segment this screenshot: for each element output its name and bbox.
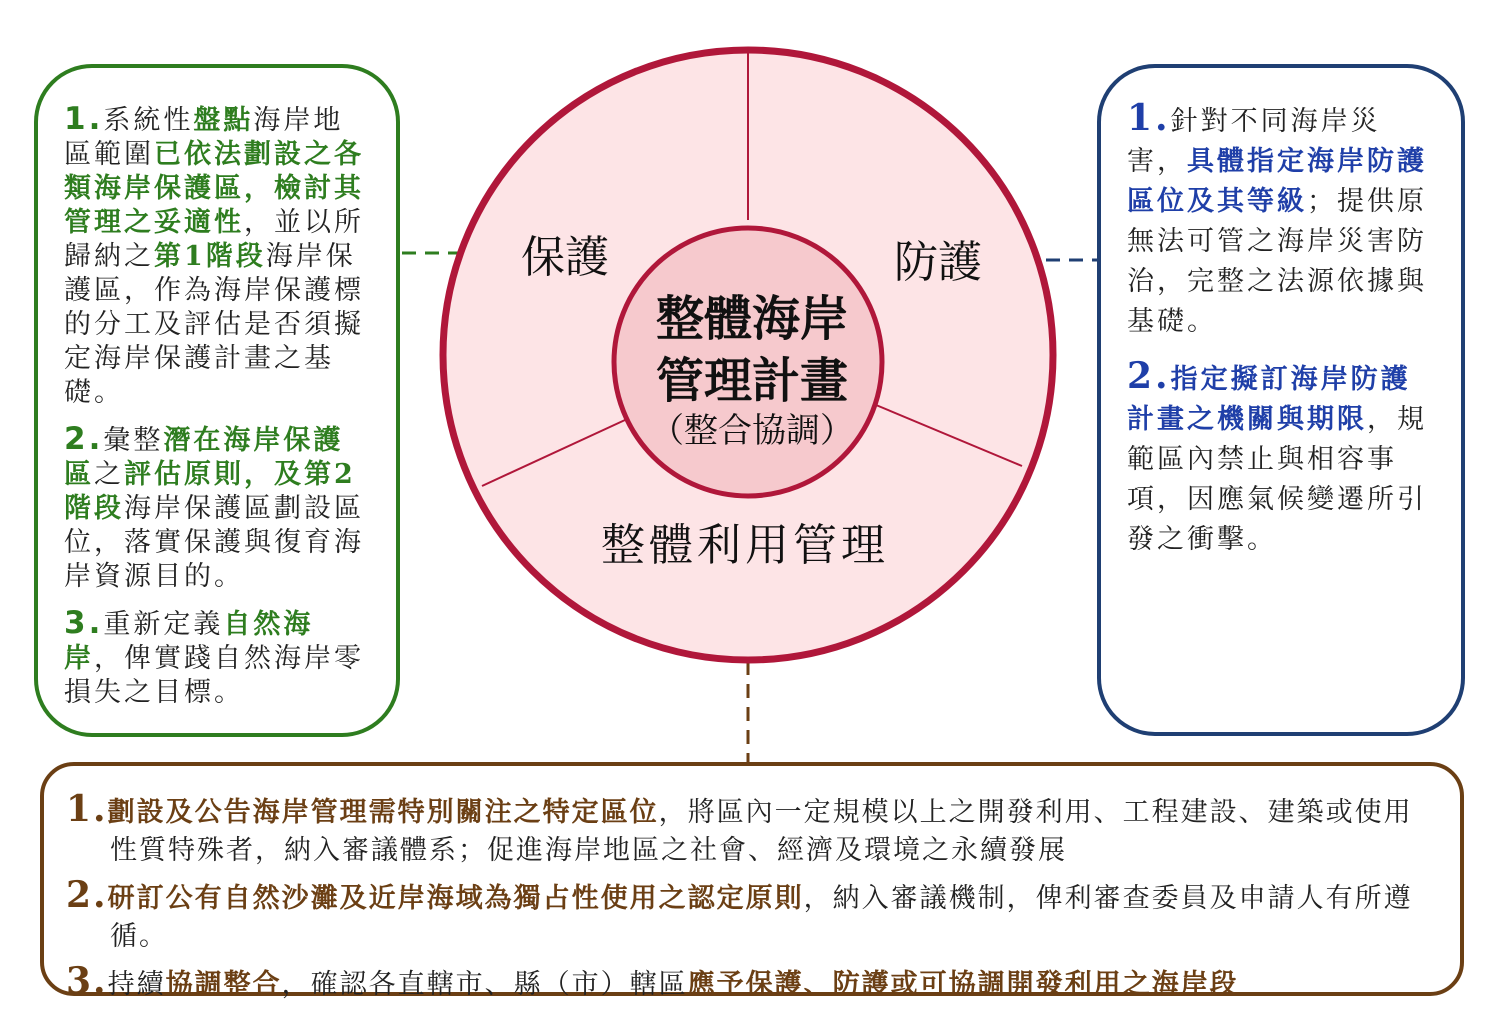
text-run: 針對不同海岸災害， bbox=[1127, 106, 1381, 177]
text-run: ，將區內一定規模以上之開發利用、工程建設、建築或使用性質特殊者，納入審議體系；促進海岸地區之社會、經濟及環境之永續發展 bbox=[110, 797, 1413, 866]
highlight-run: 盤點 bbox=[193, 105, 254, 136]
text-run: 海岸保護區，作為海岸保護標的分工及評估是否須擬定海岸保護計畫之基礎。 bbox=[64, 241, 364, 408]
segment-label-protect: 保護 bbox=[521, 232, 609, 283]
text-run: ，確認各直轄市、縣（市）轄區 bbox=[281, 969, 688, 1000]
highlight-run: 應予保護、防護或可協調開發利用之海岸段 bbox=[687, 969, 1239, 1000]
center-title-line1: 整體海岸 bbox=[655, 291, 849, 347]
text-run: ，納入審議機制，俾利審查委員及申請人有所遵循。 bbox=[110, 883, 1413, 952]
protect-item-3-number: 3. bbox=[64, 605, 104, 641]
highlight-run: 潛在海岸保護區 bbox=[64, 425, 344, 490]
text-run: ，規範區內禁止與相容事項，因應氣候變遷所引發之衝擊。 bbox=[1127, 404, 1427, 555]
highlight-run: 已依法劃設之各類海岸保護區，檢討其管理之妥適性 bbox=[64, 139, 364, 238]
text-run: 之 bbox=[94, 459, 124, 490]
text-run: ；提供原無法可管之海岸災害防治，完整之法源依據與基礎。 bbox=[1127, 186, 1427, 337]
highlight-run: 具體指定海岸防護區位及其等級 bbox=[1127, 146, 1427, 217]
highlight-run: 研訂公有自然沙灘及近岸海域為獨占性使用之認定原則 bbox=[107, 883, 804, 914]
use-item-1 bbox=[66, 790, 1440, 870]
text-run: 彙整 bbox=[103, 425, 164, 456]
text-run: 海岸地區範圍 bbox=[64, 105, 344, 170]
defense-item-2 bbox=[1127, 356, 1437, 560]
highlight-run: 指定擬訂海岸防護計畫之機關與期限 bbox=[1127, 364, 1411, 435]
defense-item-1-number: 1. bbox=[1127, 97, 1171, 139]
text-run: 重新定義 bbox=[103, 609, 224, 640]
text-run: ，俾實踐自然海岸零損失之目標。 bbox=[64, 643, 364, 708]
protect-item-3 bbox=[64, 606, 370, 710]
use-item-1-number: 1. bbox=[66, 788, 108, 830]
protect-item-2 bbox=[64, 422, 370, 594]
use-item-3-number: 3. bbox=[66, 960, 108, 1002]
text-run: 系統性 bbox=[103, 105, 194, 136]
defense-box bbox=[1097, 64, 1465, 736]
protection-box bbox=[34, 64, 400, 737]
text-run: 海岸保護區劃設區位，落實保護與復育海岸資源目的。 bbox=[64, 493, 364, 592]
highlight-run: 自然海岸 bbox=[64, 609, 314, 674]
text-run: 持續 bbox=[107, 969, 166, 1000]
defense-item-2-number: 2. bbox=[1127, 355, 1171, 397]
center-title-line2: 管理計畫 bbox=[655, 353, 849, 409]
text-run: ，並以所歸納之 bbox=[64, 207, 364, 272]
use-item-2-number: 2. bbox=[66, 874, 108, 916]
highlight-run: 評估原則，及第2階段 bbox=[64, 459, 356, 524]
highlight-run: 第1階段 bbox=[154, 241, 266, 272]
use-item-3 bbox=[66, 962, 1440, 1004]
defense-item-1 bbox=[1127, 98, 1437, 342]
protect-item-1-number: 1. bbox=[64, 101, 104, 137]
segment-label-use: 整體利用管理 bbox=[601, 520, 889, 571]
segment-label-defense: 防護 bbox=[894, 237, 982, 288]
highlight-run: 劃設及公告海岸管理需特別關注之特定區位 bbox=[107, 797, 659, 828]
protect-item-2-number: 2. bbox=[64, 421, 104, 457]
use-item-2 bbox=[66, 876, 1440, 956]
center-subtitle: （整合協調） bbox=[650, 411, 854, 451]
use-management-box bbox=[40, 762, 1464, 1002]
highlight-run: 協調整合 bbox=[165, 969, 282, 1000]
protect-item-1 bbox=[64, 102, 370, 410]
